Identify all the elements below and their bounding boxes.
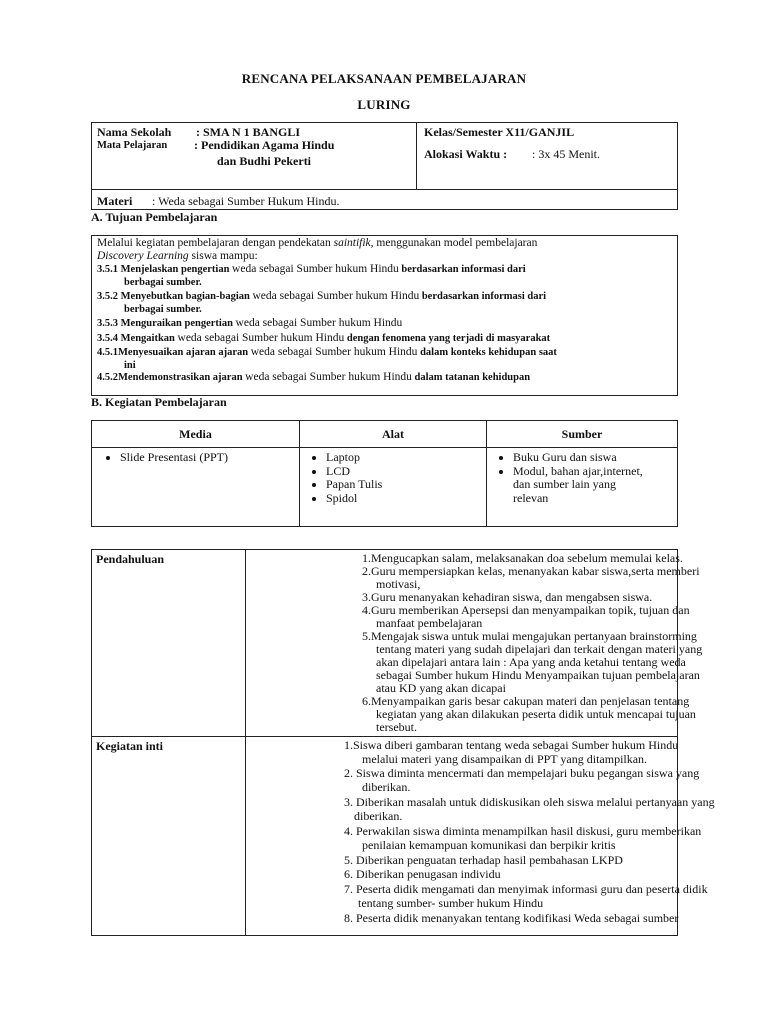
pendahuluan-line: sebagai Sumber hukum Hindu Menyampaikan tujuan pembelajaran <box>376 668 700 682</box>
pendahuluan-line: atau KD yang akan dicapai <box>376 681 506 695</box>
inti-label-cell <box>92 737 246 936</box>
inti-line: diberikan. <box>362 780 411 794</box>
pendahuluan-line: tentang materi yang sudah dipelajari dan terkait dengan materi yang <box>376 642 703 656</box>
alat-cell <box>300 448 487 527</box>
list-item: • Laptop <box>326 451 486 465</box>
pendahuluan-line: 6.Menyampaikan garis besar cakupan materi dan penjelasan tentang <box>362 694 690 708</box>
inti-line: 4. Perwakilan siswa diminta menampilkan hasil diskusi, guru memberikan <box>344 824 702 838</box>
time-value: : 3x 45 Menit. <box>532 147 600 161</box>
pendahuluan-line: 2.Guru mempersiapkan kelas, menanyakan kabar siswa,serta memberi <box>362 564 700 578</box>
col-media-header: Media <box>92 421 300 448</box>
pendahuluan-content <box>246 550 703 737</box>
pendahuluan-line: 1.Mengucapkan salam, melaksanakan doa sebelum memulai kelas. <box>362 551 683 565</box>
goal-item: 3.5.1 Menjelaskan pengertian weda sebagai Sumber hukum Hindu berdasarkan informasi dari <box>97 263 526 275</box>
goal-item-cont: berbagai sumber. <box>124 277 202 288</box>
inti-content <box>246 737 715 936</box>
inti-line: 8. Peserta didik menanyakan tentang kodifikasi Weda sebagai sumber <box>344 911 679 925</box>
school-label: Nama Sekolah <box>97 125 172 139</box>
inti-line: 2. Siswa diminta mencermati dan mempelajari buku pegangan siswa yang <box>344 766 700 780</box>
pendahuluan-line: 5.Mengajak siswa untuk mulai mengajukan pertanyaan brainstorming <box>362 629 697 643</box>
inti-label: Kegiatan inti <box>96 739 164 753</box>
col-sumber-header: Sumber <box>487 421 678 448</box>
pendahuluan-label: Pendahuluan <box>96 552 165 566</box>
subject-label: Mata Pelajaran <box>97 140 168 151</box>
time-label: Alokasi Waktu : <box>424 147 508 161</box>
goals-box <box>91 235 678 396</box>
activities-table <box>91 549 715 936</box>
inti-line: 1.Siswa diberi gambaran tentang weda sebagai Sumber hukum Hindu <box>344 738 679 752</box>
inti-line: 5. Diberikan penguatan terhadap hasil pembahasan LKPD <box>344 853 623 867</box>
goals-intro-line1: Melalui kegiatan pembelajaran dengan pendekatan saintifik, menggunakan model pembelajaran <box>97 237 538 249</box>
subject-value-1: : Pendidikan Agama Hindu <box>194 138 335 152</box>
list-item: • Buku Guru dan siswa <box>513 451 677 465</box>
inti-line: tentang sumber- sumber hukum Hindu <box>358 896 544 910</box>
pendahuluan-line: akan dipelajari antara lain : Apa yang anda ketahui tentang weda <box>376 655 686 669</box>
section-a-heading: A. Tujuan Pembelajaran <box>91 210 218 224</box>
materi-value: : Weda sebagai Sumber Hukum Hindu. <box>152 194 340 208</box>
document-title: RENCANA PELAKSANAAN PEMBELAJARAN <box>241 71 527 86</box>
class-label: Kelas/Semester X11/GANJIL <box>424 125 575 139</box>
goal-item: 3.5.2 Menyebutkan bagian-bagian weda sebagai Sumber hukum Hindu berdasarkan informasi dari <box>97 290 547 302</box>
list-item: • Slide Presentasi (PPT) <box>120 451 299 465</box>
school-value: : SMA N 1 BANGLI <box>196 125 301 139</box>
goal-item: 4.5.1Menyesuaikan ajaran ajaran weda sebagai Sumber hukum Hindu dalam konteks kehidupan saat <box>97 346 557 358</box>
list-item: • Modul, bahan ajar,internet, dan sumber lain yang relevan <box>513 465 677 506</box>
pendahuluan-label-cell <box>92 550 246 737</box>
inti-line: 7. Peserta didik mengamati dan menyimak informasi guru dan peserta didik <box>344 882 708 896</box>
goal-item-cont: berbagai sumber. <box>124 304 202 315</box>
list-item: • Spidol <box>326 492 486 506</box>
pendahuluan-line: 3.Guru menanyakan kehadiran siswa, dan mengabsen siswa. <box>362 590 653 604</box>
pendahuluan-line: kegiatan yang akan dilakukan peserta didik untuk mencapai tujuan <box>376 707 696 721</box>
pendahuluan-line: 4.Guru memberikan Apersepsi dan menyampaikan topik, tujuan dan <box>362 603 690 617</box>
pendahuluan-line: manfaat pembelajaran <box>376 616 483 630</box>
inti-line: diberikan. <box>354 809 403 823</box>
goal-item: 3.5.4 Mengaitkan weda sebagai Sumber hukum Hindu dengan fenomena yang terjadi di masyarakat <box>97 332 551 344</box>
identity-rule <box>92 189 677 190</box>
media-table <box>91 420 678 527</box>
goal-item-cont: ini <box>124 360 136 371</box>
document-subtitle: LURING <box>357 97 411 112</box>
subject-value-2: dan Budhi Pekerti <box>217 154 312 168</box>
media-cell <box>92 448 300 527</box>
inti-line: melalui materi yang disampaikan di PPT yang ditampilkan. <box>362 752 648 766</box>
goal-item: 3.5.3 Menguraikan pengertian weda sebagai Sumber hukum Hindu <box>97 317 403 329</box>
goals-intro-line2: Discovery Learning siswa mampu: <box>97 250 258 262</box>
pendahuluan-steps <box>246 550 703 736</box>
identity-divider <box>416 123 417 189</box>
materi-label: Materi <box>97 194 133 208</box>
pendahuluan-line: motivasi, <box>376 577 421 591</box>
col-alat-header: Alat <box>300 421 487 448</box>
pendahuluan-line: tersebut. <box>376 720 417 734</box>
sumber-cell <box>487 448 678 527</box>
goal-item: 4.5.2Mendemonstrasikan ajaran weda sebagai Sumber hukum Hindu dalam tatanan kehidupan <box>97 371 531 383</box>
list-item: • Papan Tulis <box>326 478 486 492</box>
inti-steps <box>246 737 715 935</box>
section-b-heading: B. Kegiatan Pembelajaran <box>91 395 227 409</box>
inti-line: 3. Diberikan masalah untuk didiskusikan oleh siswa melalui pertanyaan yang <box>344 795 715 809</box>
identity-box <box>91 122 678 210</box>
inti-line: 6. Diberikan penugasan individu <box>344 867 501 881</box>
list-item: • LCD <box>326 465 486 479</box>
inti-line: penilaian kemampuan komunikasi dan berpikir kritis <box>362 838 616 852</box>
